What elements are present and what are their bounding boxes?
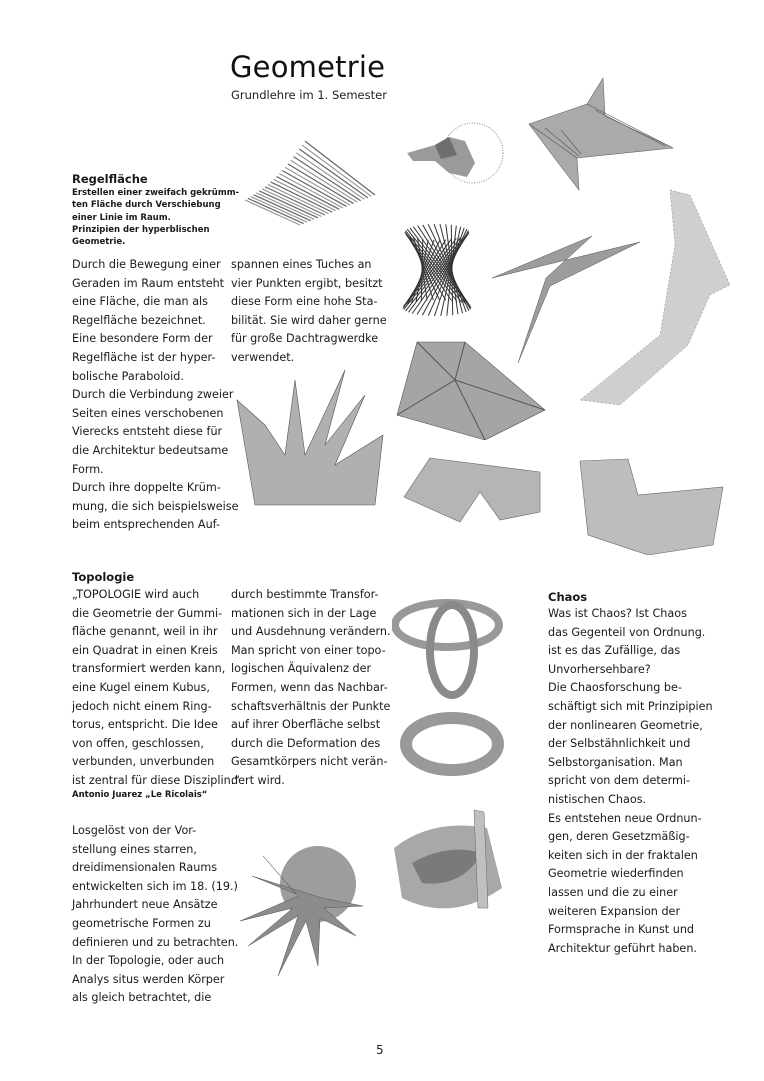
text-line: „TOPOLOGIE wird auch (72, 588, 200, 601)
text-line: beim entsprechenden Auf- (72, 518, 221, 532)
figure-ribbon (400, 452, 555, 527)
text-line: Gesamtkörpers nicht verän- (231, 755, 388, 769)
text-line: Regelfläche ist der hyper- (72, 350, 216, 364)
text-line: Geometrie wiederfinden (548, 867, 684, 881)
ruled-lines-hyperboloid (395, 220, 480, 320)
text-line: mung, die sich beispielsweise (72, 499, 239, 513)
text-line: der nonlinearen Geometrie, (548, 718, 703, 732)
text-line: fläche genannt, weil in ihr (72, 625, 218, 639)
page-title: Geometrie (230, 50, 386, 84)
figure-star-fold (525, 76, 685, 196)
text-line: Es entstehen neue Ordnun- (548, 811, 702, 825)
regelflaeche-column-1 (72, 256, 238, 535)
text-line: weiteren Expansion der (548, 904, 681, 918)
figure-twisted-band (580, 185, 740, 405)
text-line: Jahrhundert neue Ansätze (72, 898, 218, 912)
topologie-quote (72, 586, 240, 791)
page-subtitle: Grundlehre im 1. Semester (231, 88, 387, 102)
figure-star-burst (238, 836, 368, 976)
text-line: dert wird. (231, 773, 285, 787)
figure-ruled-surface-saddle (240, 130, 380, 230)
text-line: ist zentral für diese Disziplin.“ (72, 773, 241, 787)
text-line: ist es das Zufällige, das (548, 644, 681, 658)
text-line: verbunden, unverbunden (72, 755, 215, 769)
text-line: spricht von dem determi- (548, 774, 691, 788)
text-line: durch die Deformation des (231, 736, 381, 750)
figure-knot-surface (392, 590, 507, 700)
text-line: entwickelten sich im 18. (19.) (72, 879, 238, 893)
text-line: von offen, geschlossen, (72, 736, 204, 750)
text-line: lassen und die zu einer (548, 885, 678, 899)
section-heading-chaos: Chaos (548, 590, 588, 604)
lead-line: Geometrie. (72, 237, 126, 248)
text-line: Analys situs werden Körper (72, 972, 225, 986)
figure-pyramid-surface (395, 340, 550, 440)
text-line: ein Quadrat in einen Kreis (72, 643, 218, 657)
text-line: Eine besondere Form der (72, 332, 213, 346)
text-line: In der Topologie, oder auch (72, 954, 225, 968)
figure-spikes (235, 365, 385, 515)
text-line: durch bestimmte Transfor- (231, 588, 379, 601)
figure-folded-sheet (578, 455, 728, 555)
text-line: geometrische Formen zu (72, 916, 211, 930)
text-line: spannen eines Tuches an (231, 258, 372, 271)
lead-line: Prinzipien der hyperblischen (72, 224, 210, 235)
text-line: dreidimensionalen Raums (72, 861, 218, 875)
text-line: bilität. Sie wird daher gerne (231, 313, 387, 327)
text-line: vier Punkten ergibt, besitzt (231, 276, 383, 290)
text-line: auf ihrer Oberfläche selbst (231, 718, 381, 732)
lead-line: Erstellen einer zweifach gekrümm- (72, 188, 240, 198)
text-line: Form. (72, 462, 104, 476)
text-line: schäftigt sich mit Prinzipipien (548, 699, 713, 713)
text-line: als gleich betrachtet, die (72, 991, 212, 1005)
figure-torus-fragment (400, 700, 505, 780)
section-heading-regelflaeche: Regelfläche (72, 172, 148, 186)
text-line: torus, entspricht. Die Idee (72, 718, 218, 732)
lead-line: einer Linie im Raum. (72, 212, 171, 223)
text-line: keiten sich in der fraktalen (548, 848, 698, 862)
topologie-column-1 (72, 822, 238, 1008)
text-line: Formsprache in Kunst und (548, 923, 695, 937)
text-line: der Selbstähnlichkeit und (548, 737, 691, 751)
text-line: Regelfläche bezeichnet. (72, 313, 206, 327)
quote-citation: Antonio Juarez „Le Ricolais“ (72, 790, 208, 800)
section-heading-topologie: Topologie (72, 570, 135, 584)
text-line: gen, deren Gesetzmäßig- (548, 830, 690, 844)
text-line: bolische Paraboloid. (72, 369, 184, 383)
regelflaeche-lead (72, 187, 239, 248)
text-line: Durch die Verbindung zweier (72, 388, 234, 402)
text-line: für große Dachtragwerdke (231, 332, 379, 346)
text-line: Man spricht von einer topo- (231, 643, 386, 657)
topologie-column-2 (231, 586, 391, 791)
text-line: nistischen Chaos. (548, 792, 647, 806)
text-line: diese Form eine hohe Sta- (231, 295, 378, 309)
ruled-lines-saddle (240, 130, 380, 230)
text-line: Die Chaosforschung be- (548, 681, 682, 695)
lead-line: ten Fläche durch Verschiebung (72, 200, 221, 211)
text-line: eine Kugel einem Kubus, (72, 680, 210, 694)
text-line: Durch ihre doppelte Krüm- (72, 481, 221, 495)
figure-sphere-fan (405, 115, 515, 195)
text-line: Vierecks entsteht diese für (72, 425, 223, 439)
text-line: Was ist Chaos? Ist Chaos (548, 607, 687, 620)
text-line: Durch die Bewegung einer (72, 258, 221, 271)
text-line: definieren und zu betrachten. (72, 935, 239, 949)
text-line: logischen Äquivalenz der (231, 662, 372, 676)
text-line: jedoch nicht einem Ring- (72, 699, 212, 713)
text-line: Seiten eines verschobenen (72, 406, 224, 420)
text-line: eine Fläche, die man als (72, 295, 208, 309)
text-line: stellung eines starren, (72, 842, 197, 856)
text-line: Unvorhersehbare? (548, 662, 651, 676)
text-line: die Geometrie der Gummi- (72, 606, 223, 620)
text-line: das Gegenteil von Ordnung. (548, 625, 706, 639)
text-line: Losgelöst von der Vor- (72, 824, 197, 837)
text-line: Architektur geführt haben. (548, 941, 697, 955)
chaos-text (548, 605, 713, 958)
text-line: Formen, wenn das Nachbar- (231, 680, 388, 694)
text-line: Geraden im Raum entsteht (72, 276, 225, 290)
text-line: mationen sich in der Lage (231, 606, 377, 620)
text-line: transformiert werden kann, (72, 662, 226, 676)
text-line: verwendet. (231, 350, 295, 364)
text-line: schaftsverhältnis der Punkte (231, 699, 391, 713)
regelflaeche-column-2 (231, 256, 387, 368)
text-line: Selbstorganisation. Man (548, 755, 683, 769)
page-number: 5 (376, 1043, 384, 1057)
text-line: und Ausdehnung verändern. (231, 625, 391, 639)
text-line: die Architektur bedeutsame (72, 443, 229, 457)
figure-hyperboloid (395, 220, 480, 320)
figure-nested-shells (392, 808, 507, 918)
